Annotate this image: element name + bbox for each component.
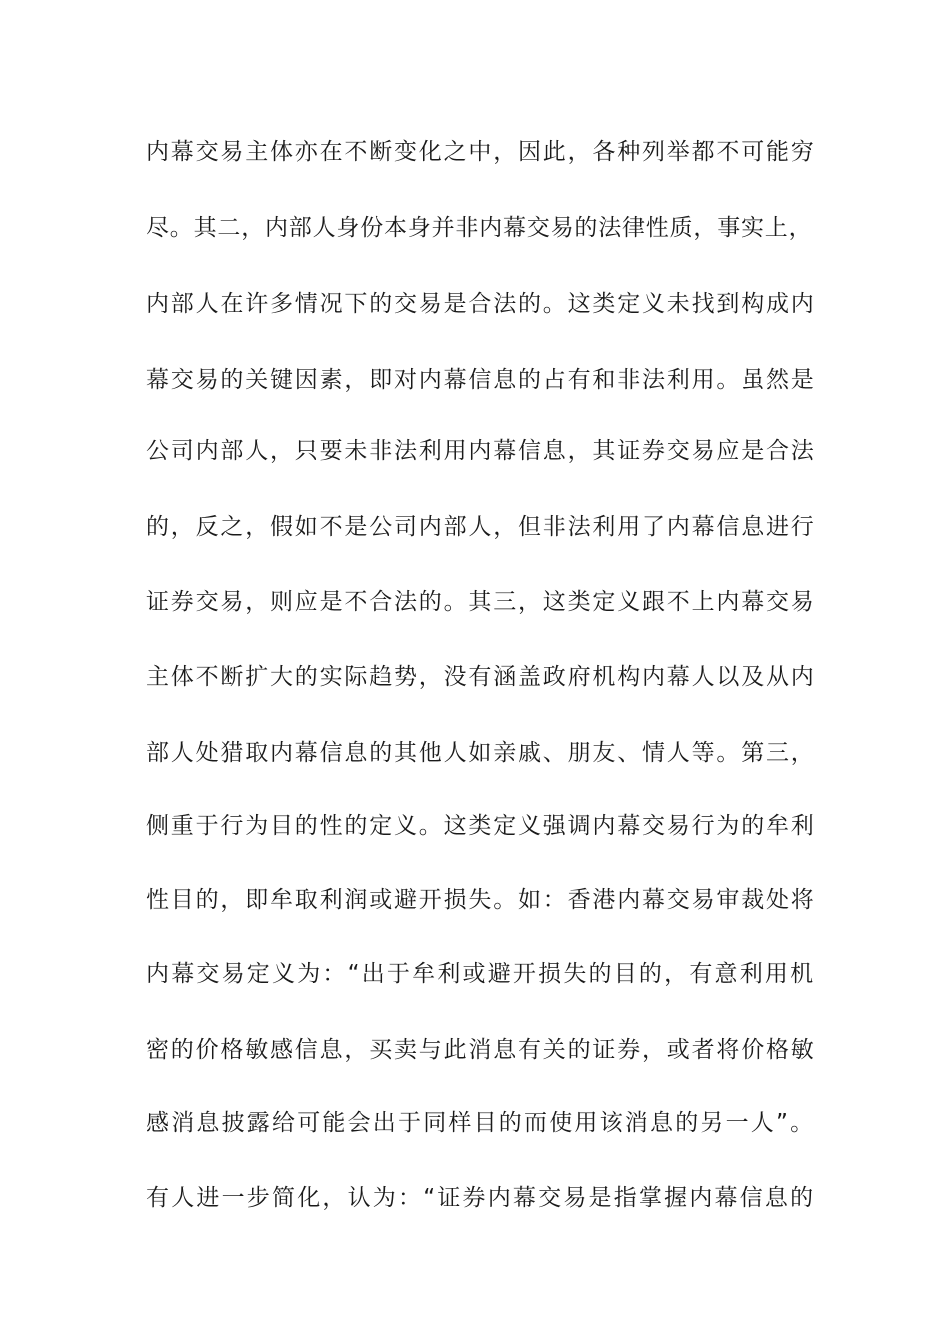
text-line: 证券交易，则应是不合法的。其三，这类定义跟不上内幕交易 <box>146 589 816 615</box>
text-line: 内幕交易定义为：“出于牟利或避开损失的目的，有意利用机 <box>146 961 816 987</box>
text-line: 主体不断扩大的实际趋势，没有涵盖政府机构内幕人以及从内 <box>146 664 816 690</box>
text-line: 尽。其二，内部人身份本身并非内幕交易的法律性质，事实上， <box>146 215 813 241</box>
text-line: 幕交易的关键因素，即对内幕信息的占有和非法利用。虽然是 <box>146 367 816 393</box>
text-line: 部人处猎取内幕信息的其他人如亲戚、朋友、情人等。第三， <box>146 740 816 766</box>
text-line: 性目的，即牟取利润或避开损失。如：香港内幕交易审裁处将 <box>146 887 816 913</box>
text-line: 有人进一步简化，认为：“证券内幕交易是指掌握内幕信息的 <box>146 1185 816 1211</box>
text-line: 密的价格敏感信息，买卖与此消息有关的证券，或者将价格敏 <box>146 1037 816 1063</box>
text-line: 感消息披露给可能会出于同样目的而使用该消息的另一人”。 <box>146 1110 816 1136</box>
text-line: 内部人在许多情况下的交易是合法的。这类定义未找到构成内 <box>146 291 816 317</box>
text-line: 内幕交易主体亦在不断变化之中，因此，各种列举都不可能穷 <box>146 139 816 165</box>
text-line: 侧重于行为目的性的定义。这类定义强调内幕交易行为的牟利 <box>146 813 816 839</box>
text-line: 的，反之，假如不是公司内部人，但非法利用了内幕信息进行 <box>146 514 816 540</box>
text-line: 公司内部人，只要未非法利用内幕信息，其证券交易应是合法 <box>146 438 816 464</box>
